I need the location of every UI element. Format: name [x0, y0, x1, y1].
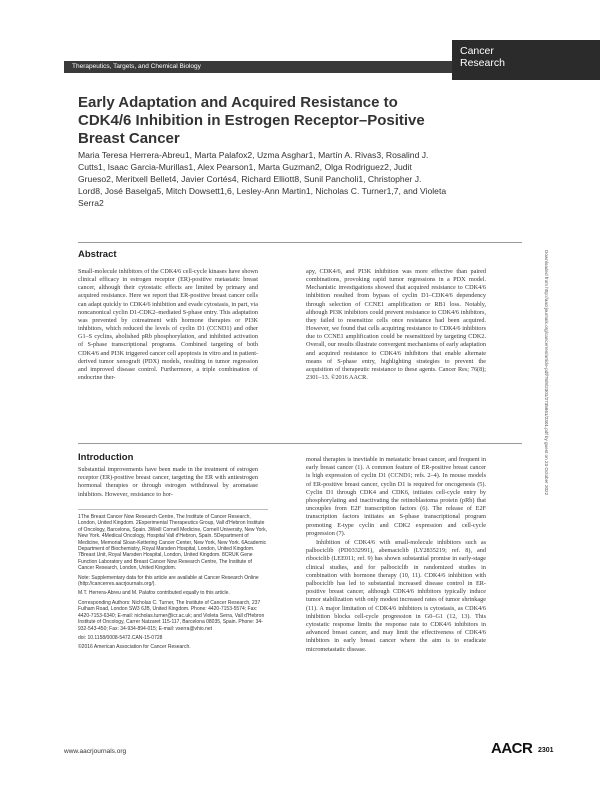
abstract-column-left: Small-molecule inhibitors of the CDK4/6 cell-cycle kinases have shown clinical efficacy in estrogen receptor (ER)-positive metastatic breast cancer, although their cytostatic effects are limited by primary and acquired resistance. Here we report that ER-positive breast cancer cells can adapt quickly to CDK4/6 inhibition and evade cytostasis, in part, via noncanonical cyclin D1-CDK2–mediated S-phase entry. This adaptation was prevented by cotreatment with hormone therapies or PI3K inhibitors, which reduced the levels of cyclin D1 (CCND1) and other G1–S cyclins, abolished pRb phosphorylation, and inhibited activation of S-phase transcriptional programs. Combined targeting of both CDK4/6 and PI3K triggered cancer cell apoptosis in vitro and in patient-derived tumor xenograft (PDX) models, resulting in tumor regression and improved disease control. Furthermore, a triple combination of endocrine ther- — [78, 268, 258, 382]
download-note: Downloaded from http://aacrjournals.org/cancerres/article-pdf/76/8/2301/2735661/2301.pdf by guest on 23 October 2022 — [544, 250, 549, 496]
corresponding-authors: Corresponding Authors: Nicholas C. Turner, The Institute of Cancer Research, 237 Fulham Road, London SW3 6JB, United Kingdom. Phone: 4420-7153-5574; Fax: 4420-7153-6340; E-mail: nicholas.turner@icr.ac.uk; and Violeta Serra, Vall d'Hebron Institute of Oncology, Carrer Natzaret 115-117, Barcelona 08035, Spain. Phone: 34-932-543-450; Fax: 34-934-894-015; E-mail: vserra@vhio.net — [78, 599, 265, 632]
supplementary-note: Note: Supplementary data for this article are available at Cancer Research Online (http://cancerres.aacrjournals.org/). — [78, 574, 259, 588]
affiliations: 1The Breast Cancer Now Research Centre, The Institute of Cancer Research, London, United Kingdom. 2Experimental Therapeutics Group, Vall d'Hebron Institute of Oncology, Barcelona, Spain. 3Weill Cornell Medicine, Cornell University, New York, New York. 4Medical Oncology, Hospital Vall d'Hebron, Spain. 5Department of Medicine, Memorial Sloan-Kettering Cancer Center, New York, New York. 6Academic Department of Biochemistry, Royal Marsden Hospital, London, United Kingdom. 7Breast Unit, Royal Marsden Hospital, London, United Kingdom. 8CRUK Gene Function Laboratory and Breast Cancer Now Research Centre, The Institute of Cancer Research, London, United Kingdom. — [78, 514, 267, 572]
aacr-logo: AACR — [491, 740, 533, 757]
introduction-column-right — [306, 456, 486, 654]
divider — [78, 443, 522, 444]
intro-paragraph: monal therapies is inevitable in metastatic breast cancer, and frequent in early breast cancer (1). A common feature of ER-positive breast cancer is high expression of cyclin D1 (CCND1; refs. 2–4). In mouse models of ER-positive breast cancer, cyclin D1 is required for oncogenesis (5). Cyclin D1 through CDK4 and CDK6, initiates cell-cycle entry by phosphorylating and inactivating the retinoblastoma protein (pRb) that uncouples from E2F transcription factors (6). The release of E2F transcription factors initiates an S-phase transcriptional program promoting E-type cyclin and CDK2 expression and cell-cycle progression (7). — [306, 456, 486, 537]
equal-contribution-note: M.T. Herrera-Abreu and M. Palafox contributed equally to this article. — [78, 590, 230, 597]
footer-url[interactable]: www.aacrjournals.org — [64, 748, 127, 755]
footnote-rule — [78, 509, 268, 510]
introduction-heading: Introduction — [78, 452, 134, 463]
author-list: Maria Teresa Herrera-Abreu1, Marta Palafox2, Uzma Asghar1, Martín A. Rivas3, Rosalind J. Cutts1, Isaac Garcia-Murillas1, Alex Pearson1, Marta Guzman2, Olga Rodriguez2, Judit Grueso2, Meritxell Bellet4, Javier Cortés4, Richard Elliott8, Sunil Pancholi1, Christopher J. Lord8, José Baselga5, Mitch Dowsett1,6, Lesley-Ann Martin1, Nicholas C. Turner1,7, and Violeta Serra2 — [78, 150, 447, 208]
page-number: 2301 — [538, 747, 554, 754]
intro-paragraph: Inhibition of CDK4/6 with small-molecule inhibitors such as palbociclib (PD0332991), abemaciclib (LY2835219; ref. 8), and ribociclib (LEE011; ref. 9) has shown substantial promise in early-stage clinical studies, and for palbociclib in randomized studies in combination with hormone therapy (10, 11). CDK4/6 inhibition with palbociclib has led to substantial increased disease control in ER-positive breast cancer, although CDK4/6 inhibitors typically induce tumor stabilization with only modest increased rates of tumor shrinkage (11). A major limitation of CDK4/6 inhibitors is cytostasis, as CDK4/6 inhibition blocks cell-cycle progression in G0–G1 (12, 13). This cytostatic response limits the response rate to CDK4/6 inhibitors in advanced breast cancer, and may limit the effectiveness of CDK4/6 inhibitors in early breast cancer where the aim is to eradicate micrometastatic disease. — [306, 539, 486, 653]
doi: doi: 10.1158/0008-5472.CAN-15-0728 — [78, 634, 163, 641]
footnotes — [78, 514, 268, 654]
abstract-heading: Abstract — [78, 249, 117, 260]
introduction-column-left: Substantial improvements have been made in the treatment of estrogen receptor (ER)-positive breast cancer, targeting the ER with antiestrogen hormonal therapies or through estrogen withdrawal by aromatase inhibitors. However, resistance to hor- — [78, 466, 258, 498]
divider — [78, 242, 522, 243]
abstract-column-right: apy, CDK4/6, and PI3K inhibition was more effective than paired combinations, provoking rapid tumor regressions in a PDX model. Mechanistic investigations showed that acquired resistance to CDK4/6 inhibition resulted from bypass of cyclin D1–CDK4/6 dependency through selection of CCNE1 amplification or RB1 loss. Notably, although PI3K inhibitors could prevent resistance to CDK4/6 inhibitors, they failed to resensitize cells once resistance had been acquired. However, we found that cells acquiring resistance to CDK4/6 inhibitors due to CCNE1 amplification could be resensitized by targeting CDK2. Overall, our results illustrate convergent mechanisms of early adaptation and acquired resistance to CDK4/6 inhibitors that enable alternate means of S-phase entry, highlighting strategies to prevent the acquisition of therapeutic resistance to these agents. Cancer Res; 76(8); 2301–13. ©2016 AACR. — [306, 268, 486, 382]
journal-brand: Cancer Research — [452, 40, 600, 80]
copyright: ©2016 American Association for Cancer Research. — [78, 644, 191, 651]
section-bar: Therapeutics, Targets, and Chemical Biology — [64, 61, 452, 73]
article-title: Early Adaptation and Acquired Resistance to CDK4/6 Inhibition in Estrogen Receptor–Positive Breast Cancer — [78, 94, 425, 147]
